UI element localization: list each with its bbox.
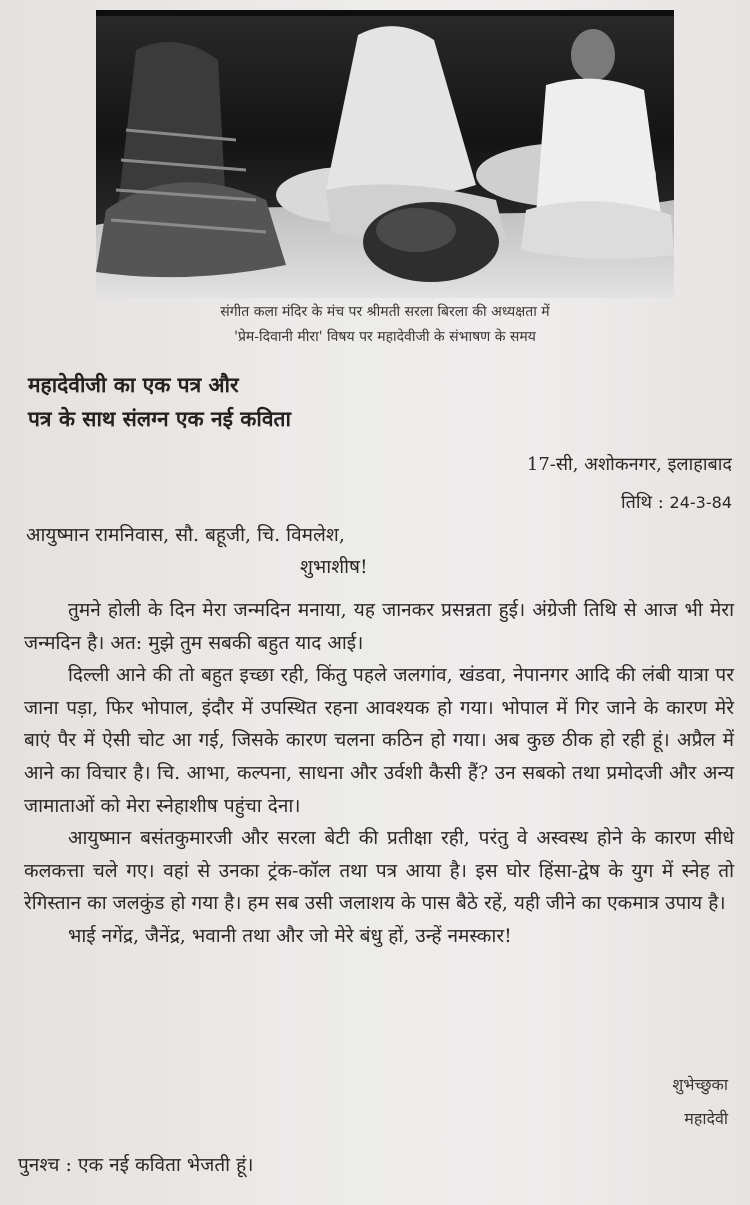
letter-signoff bbox=[672, 1068, 728, 1136]
photograph bbox=[96, 10, 674, 298]
photo-caption-line-2: 'प्रेम-दिवानी मीरा' विषय पर महादेवीजी के संभाषण के समय bbox=[234, 329, 536, 345]
letter-paragraph: तुमने होली के दिन मेरा जन्मदिन मनाया, यह जानकर प्रसन्नता हुई। अंग्रेजी तिथि से आज भी मेरा जन्मदिन है। अत: मुझे तुम सबकी बहुत याद आई। bbox=[24, 599, 734, 654]
section-title bbox=[28, 368, 588, 436]
photo-illustration bbox=[96, 10, 674, 298]
letter-address-block bbox=[527, 446, 732, 522]
letter-address: 17-सी, अशोकनगर, इलाहाबाद bbox=[526, 454, 732, 475]
letter-paragraph: दिल्ली आने की तो बहुत इच्छा रही, किंतु पहले जलगांव, खंडवा, नेपानगर आदि की लंबी यात्रा पर जाना पड़ा, फिर भोपाल, इंदौर में उपस्थित रहना आवश्यक हो गया। भोपाल में गिर जाने के कारण मेरे बाएं पैर में ऐसी चोट आ गई, जिसके कारण चलना कठिन हो गया। अब कुछ ठीक हो रही हूं। अप्रैल में आने का विचार है। चि. आभा, कल्पना, साधना और उर्वशी कैसी हैं? उन सबको तथा प्रमोदजी और अन्य जामाताओं को मेरा स्नेहाशीष पहुंचा देना। bbox=[24, 664, 734, 817]
letter-signature: महादेवी bbox=[684, 1109, 728, 1128]
photo-caption-line-1: संगीत कला मंदिर के मंच पर श्रीमती सरला बिरला की अध्यक्षता में bbox=[220, 304, 550, 320]
letter-date-line bbox=[527, 484, 732, 522]
letter-body bbox=[24, 594, 734, 953]
letter-paragraph: भाई नगेंद्र, जैनेंद्र, भवानी तथा और जो मेरे बंधु हों, उन्हें नमस्कार! bbox=[68, 924, 512, 947]
section-title-line-2: पत्र के साथ संलग्न एक नई कविता bbox=[28, 406, 291, 431]
letter-greeting: शुभाशीष! bbox=[300, 556, 368, 578]
letter-date-value: 24-3-84 bbox=[669, 493, 732, 512]
section-title-line-1: महादेवीजी का एक पत्र और bbox=[28, 372, 239, 397]
photo-caption bbox=[96, 300, 674, 350]
letter-salutation: आयुष्मान रामनिवास, सौ. बहूजी, चि. विमलेश, bbox=[26, 524, 345, 546]
letter-paragraph: आयुष्मान बसंतकुमारजी और सरला बेटी की प्रतीक्षा रही, परंतु वे अस्वस्थ होने के कारण सीधे कलकत्ता चले गए। वहां से उनका ट्रंक-कॉल तथा पत्र आया है। इस घोर हिंसा-द्वेष के युग में स्नेह तो रेगिस्तान का जलकुंड हो गया है। हम सब उसी जलाशय के पास बैठे रहें, यही जीने का एकमात्र उपाय है। bbox=[24, 827, 734, 915]
letter-date-label: तिथि : bbox=[620, 492, 664, 513]
letter-closing: शुभेच्छुका bbox=[672, 1075, 728, 1094]
letter-postscript: पुनश्च : एक नई कविता भेजती हूं। bbox=[18, 1154, 254, 1176]
